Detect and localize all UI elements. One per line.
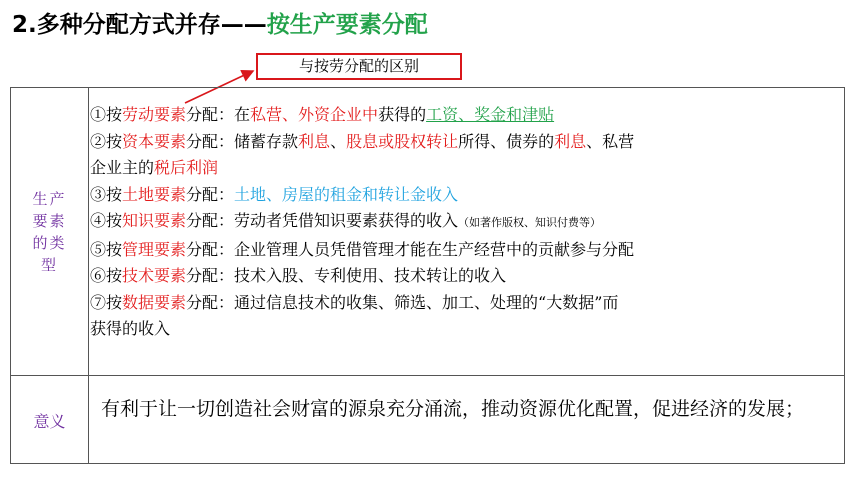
- title-prefix: 2.多种分配方式并存——: [12, 12, 267, 38]
- list-item: ③按土地要素分配：土地、房屋的租金和转让金收入: [90, 184, 459, 204]
- list-item: ⑦按数据要素分配：通过信息技术的收集、筛选、加工、处理的“大数据”而: [90, 292, 619, 312]
- factor-table: [10, 87, 845, 464]
- factor-name: 知识要素: [122, 211, 187, 230]
- factor-name: 资本要素: [122, 131, 187, 151]
- list-item: ⑥按技术要素分配：技术入股、专利使用、技术转让的收入: [90, 266, 507, 285]
- factor-name: 技术要素: [122, 266, 187, 285]
- factor-name: 数据要素: [122, 292, 187, 312]
- factor-name: 土地要素: [122, 184, 187, 204]
- list-item-continuation: 获得的收入: [90, 319, 171, 338]
- meaning-text: 有利于让一切创造社会财富的源泉充分涌流，推动资源优化配置，促进经济的发展；: [101, 398, 805, 420]
- callout-box: 与按劳分配的区别: [256, 53, 462, 80]
- meaning-label: 意义: [33, 411, 66, 431]
- list-item: ⑤按管理要素分配：企业管理人员凭借管理才能在生产经营中的贡献参与分配: [90, 239, 635, 259]
- list-item-continuation: 企业主的税后利润: [90, 158, 219, 177]
- title-highlight: 按生产要素分配: [266, 12, 428, 38]
- type-label-cell: [11, 88, 88, 375]
- list-item: ①按劳动要素分配：在私营、外资企业中获得的工资、奖金和津贴: [90, 105, 555, 124]
- table-divider-vertical: [88, 88, 89, 463]
- factor-list: [90, 102, 840, 343]
- list-item: ②按资本要素分配：储蓄存款利息、股息或股权转让所得、债券的利息、私营: [90, 131, 635, 151]
- factor-name: 管理要素: [122, 239, 187, 259]
- type-label: 生产要素的类型: [32, 189, 67, 274]
- table-divider-horizontal: [11, 375, 844, 376]
- factor-name: 劳动要素: [122, 105, 187, 124]
- item-note: （如著作版权、知识付费等）: [458, 216, 602, 229]
- page-title: [12, 10, 428, 40]
- list-item: ④按知识要素分配：劳动者凭借知识要素获得的收入（如著作版权、知识付费等）: [90, 211, 602, 230]
